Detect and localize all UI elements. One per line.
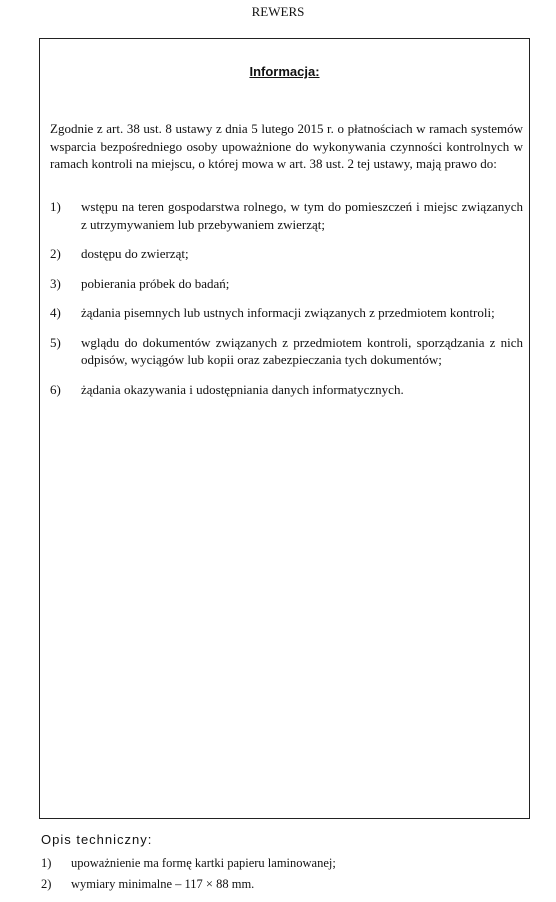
- item-text: wymiary minimalne – 117 × 88 mm.: [71, 877, 255, 891]
- item-number: 1): [41, 856, 52, 870]
- list-item: [50, 275, 523, 293]
- item-number: 6): [50, 381, 61, 397]
- list-item: [50, 198, 523, 233]
- page-header: REWERS: [251, 4, 305, 19]
- item-number: 5): [50, 334, 61, 350]
- card-frame: [39, 38, 530, 819]
- card-title: Informacja:: [249, 64, 320, 79]
- item-text: żądania okazywania i udostępniania danych informatycznych.: [81, 381, 404, 397]
- item-text: wstępu na teren gospodarstwa rolnego, w tym do pomieszczeń i miejsc związanych z utrzymywaniem lub przebywaniem zwierząt;: [81, 199, 523, 232]
- technical-title: Opis techniczny:: [41, 832, 153, 847]
- list-item: [50, 334, 523, 369]
- list-item: [41, 855, 521, 871]
- item-number: 2): [41, 877, 52, 891]
- item-text: pobierania próbek do badań;: [81, 275, 230, 291]
- item-text: upoważnienie ma formę kartki papieru laminowanej;: [71, 856, 336, 870]
- card-intro: Zgodnie z art. 38 ust. 8 ustawy z dnia 5 lutego 2015 r. o płatnościach w ramach systemów wsparcia bezpośredniego osoby upoważnione do wykonywania czynności kontrolnych w ramach kontroli na miejscu, o której mowa w art. 38 ust. 2 tej ustawy, mają prawo do:: [50, 121, 523, 171]
- technical-list: [41, 855, 521, 897]
- item-text: wglądu do dokumentów związanych z przedmiotem kontroli, sporządzania z nich odpisów, wyciągów lub kopii oraz zabezpieczania tych dokumentów;: [81, 334, 523, 367]
- list-item: [41, 876, 521, 892]
- list-item: [50, 304, 523, 322]
- item-number: 1): [50, 199, 61, 214]
- item-number: 3): [50, 275, 61, 291]
- item-text: żądania pisemnych lub ustnych informacji związanych z przedmiotem kontroli;: [81, 305, 495, 320]
- item-number: 2): [50, 246, 61, 261]
- list-item: [50, 245, 523, 263]
- item-number: 4): [50, 305, 61, 320]
- item-text: dostępu do zwierząt;: [81, 246, 189, 261]
- rights-list: [50, 198, 523, 410]
- list-item: [50, 381, 523, 399]
